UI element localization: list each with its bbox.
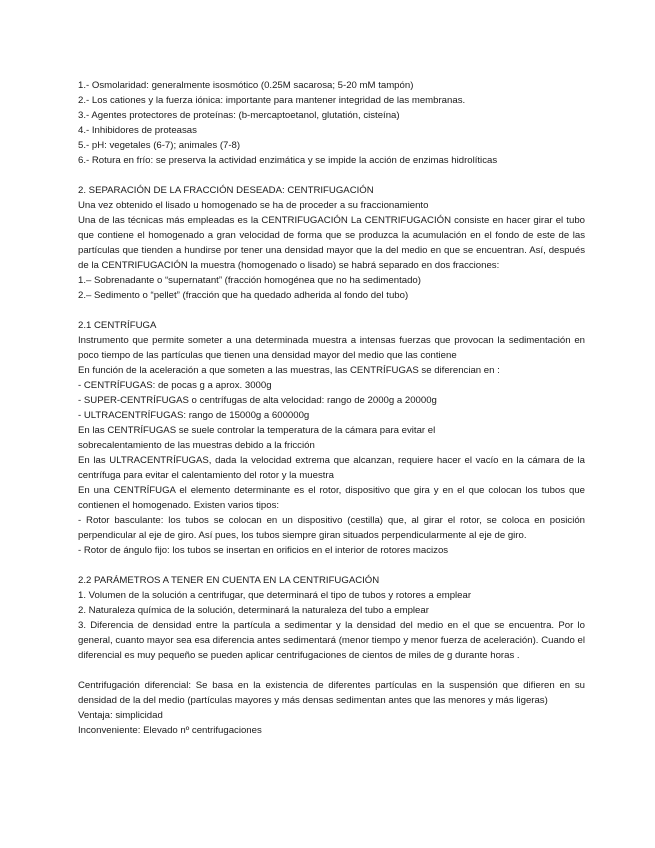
- paragraph: Ventaja: simplicidad: [78, 710, 163, 721]
- paragraph: Una de las técnicas más empleadas es la CENTRIFUGACIÓN La CENTRIFUGACIÓN consiste en hacer girar el tubo que contiene el homogenado a gran velocidad de forma que se produzca la acumulación en el fondo de este de las partículas que tienden a hundirse por tener una densidad mayor que la del medio en que se encuentran. Así, después de la CENTRIFUGACIÓN la muestra (homogenado o lisado) se habrá separado en dos fracciones:: [78, 215, 585, 271]
- paragraph: En función de la aceleración a que someten a las muestras, las CENTRÍFUGAS se diferencian en :: [78, 365, 500, 376]
- paragraph: Una vez obtenido el lisado u homogenado se ha de proceder a su fraccionamiento: [78, 200, 429, 211]
- list-item: 3. Diferencia de densidad entre la partícula a sedimentar y la densidad del medio en el que se encuentra. Por lo general, cuanto mayor sea esa diferencia antes sedimentará (menor tiempo y menor fuerza de aceleración). Cuando el diferencial es muy pequeño se pueden aplicar centrifugaciones de cientos de miles de g durante horas .: [78, 620, 585, 661]
- list-item: 2. Naturaleza química de la solución, determinará la naturaleza del tubo a emplear: [78, 605, 429, 616]
- paragraph: En las CENTRÍFUGAS se suele controlar la temperatura de la cámara para evitar el: [78, 425, 436, 436]
- paragraph: En una CENTRÍFUGA el elemento determinante es el rotor, dispositivo que gira y en el que colocan los tubos que contienen el homogenado. Existen varios tipos:: [78, 485, 585, 511]
- list-item: 4.- Inhibidores de proteasas: [78, 125, 197, 136]
- list-item: - SUPER-CENTRÍFUGAS o centrífugas de alta velocidad: rango de 2000g a 20000g: [78, 395, 437, 406]
- buffer-conditions-list: [78, 78, 585, 168]
- list-item: 1.– Sobrenadante o “supernatant” (fracción homogénea que no ha sedimentado): [78, 275, 421, 286]
- list-item: - Rotor de ángulo fijo: los tubos se insertan en orificios en el interior de rotores macizos: [78, 545, 449, 556]
- section-heading-separation: 2. SEPARACIÓN DE LA FRACCIÓN DESEADA: CENTRIFUGACIÓN: [78, 185, 374, 196]
- list-item: - CENTRÍFUGAS: de pocas g a aprox. 3000g: [78, 380, 272, 391]
- section-heading-centrifuga: 2.1 CENTRÍFUGA: [78, 320, 157, 331]
- list-item: 6.- Rotura en frío: se preserva la actividad enzimática y se impide la acción de enzimas hidrolíticas: [78, 155, 498, 166]
- list-item: 3.- Agentes protectores de proteínas: (b-mercaptoetanol, glutatión, cisteína): [78, 110, 400, 121]
- list-item: - Rotor basculante: los tubos se colocan en un dispositivo (cestilla) que, al girar el rotor, se coloca en posición perpendicular al eje de giro. Así pues, los tubos siempre giran situados perpendicularmente al eje de giro.: [78, 515, 585, 541]
- list-item: - ULTRACENTRÍFUGAS: rango de 15000g a 600000g: [78, 410, 310, 421]
- paragraph: En las ULTRACENTRÍFUGAS, dada la velocidad extrema que alcanzan, requiere hacer el vacío en la cámara de la centrífuga para evitar el calentamiento del rotor y la muestra: [78, 455, 585, 481]
- list-item: 1.- Osmolaridad: generalmente isosmótico (0.25M sacarosa; 5-20 mM tampón): [78, 80, 414, 91]
- list-item: 2.- Los cationes y la fuerza iónica: importante para mantener integridad de las membranas.: [78, 95, 466, 106]
- paragraph: Centrifugación diferencial: Se basa en la existencia de diferentes partículas en la suspensión que difieren en su densidad de la del medio (partículas mayores y más densas sedimentan antes que las menores y más ligeras): [78, 680, 585, 706]
- list-item: 5.- pH: vegetales (6-7); animales (7-8): [78, 140, 241, 151]
- list-item: 1. Volumen de la solución a centrifugar, que determinará el tipo de tubos y rotores a emplear: [78, 590, 472, 601]
- section-heading-parametros: 2.2 PARÁMETROS A TENER EN CUENTA EN LA CENTRIFUGACIÓN: [78, 575, 380, 586]
- list-item: 2.– Sedimento o “pellet” (fracción que ha quedado adherida al fondo del tubo): [78, 290, 409, 301]
- paragraph: Instrumento que permite someter a una determinada muestra a intensas fuerzas que provocan la sedimentación en poco tiempo de las partículas que tienen una densidad mayor del medio que las contiene: [78, 335, 585, 361]
- paragraph: sobrecalentamiento de las muestras debido a la fricción: [78, 440, 315, 451]
- paragraph: Inconveniente: Elevado nº centrifugaciones: [78, 725, 262, 736]
